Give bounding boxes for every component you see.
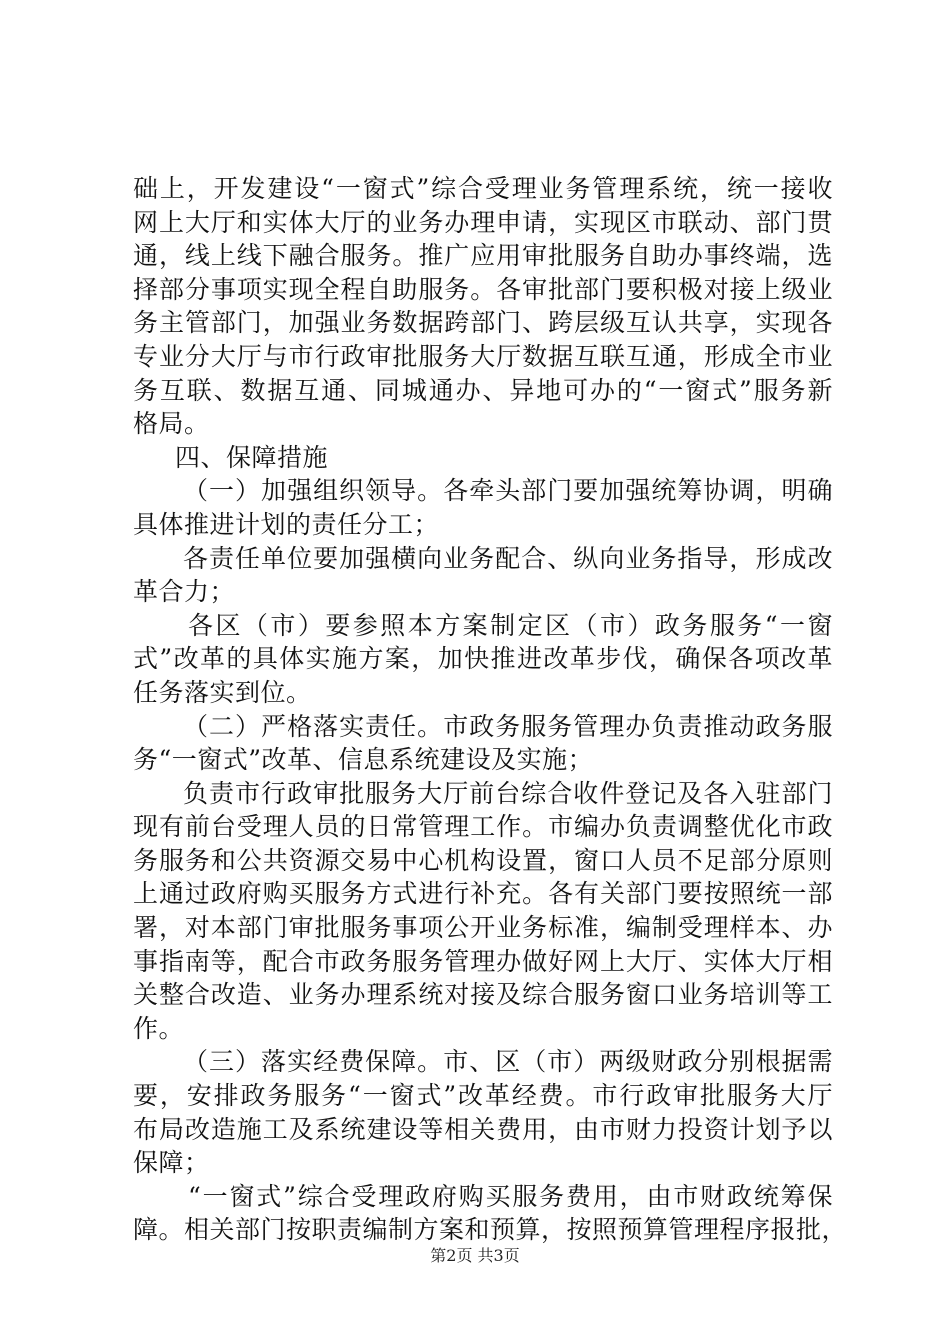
- document-body: [133, 172, 848, 1247]
- text-line: 现有前台受理人员的日常管理工作。市编办负责调整优化市政: [133, 812, 833, 842]
- text-line: 务“一窗式”改革、信息系统建设及实施；: [133, 745, 594, 775]
- page-number-footer: 第2页 共3页: [430, 1246, 520, 1265]
- text-line: 择部分事项实现全程自助服务。各审批部门要积极对接上级业: [133, 274, 833, 304]
- text-line: 障。相关部门按职责编制方案和预算，按照预算管理程序报批，: [133, 1215, 848, 1245]
- text-line: 专业分大厅与市行政审批服务大厅数据互联互通，形成全市业: [133, 341, 833, 371]
- text-line: 任务落实到位。: [133, 677, 312, 707]
- text-line: 保障；: [133, 1148, 210, 1178]
- text-line: 具体推进计划的责任分工；: [133, 509, 440, 539]
- text-line: 各区（市）要参照本方案制定区（市）政务服务“一窗: [188, 610, 833, 640]
- text-line: （一）加强组织领导。各牵头部门要加强统筹协调，明确: [183, 476, 833, 506]
- text-line: 务互联、数据互通、同城通办、异地可办的“一窗式”服务新: [133, 375, 833, 405]
- text-line: （三）落实经费保障。市、区（市）两级财政分别根据需: [183, 1047, 833, 1077]
- text-line: 上通过政府购买服务方式进行补充。各有关部门要按照统一部: [133, 879, 833, 909]
- section-heading: 四、保障措施: [175, 442, 329, 472]
- text-line: 务服务和公共资源交易中心机构设置，窗口人员不足部分原则: [133, 845, 833, 875]
- text-line: 关整合改造、业务办理系统对接及综合服务窗口业务培训等工: [133, 980, 833, 1010]
- text-line: “一窗式”综合受理政府购买服务费用，由市财政统筹保: [188, 1181, 833, 1211]
- text-line: 式”改革的具体实施方案，加快推进改革步伐，确保各项改革: [133, 644, 833, 674]
- text-line: 布局改造施工及系统建设等相关费用，由市财力投资计划予以: [133, 1114, 833, 1144]
- text-line: 事指南等，配合市政务服务管理办做好网上大厅、实体大厅相: [133, 946, 833, 976]
- text-line: 通，线上线下融合服务。推广应用审批服务自助办事终端，选: [133, 241, 833, 271]
- text-line: 础上，开发建设“一窗式”综合受理业务管理系统，统一接收: [133, 174, 833, 203]
- text-line: 署，对本部门审批服务事项公开业务标准，编制受理样本、办: [133, 913, 833, 943]
- text-line: 务主管部门，加强业务数据跨部门、跨层级互认共享，实现各: [133, 308, 833, 338]
- text-line: 各责任单位要加强横向业务配合、纵向业务指导，形成改: [183, 543, 833, 573]
- text-line: （二）严格落实责任。市政务服务管理办负责推动政务服: [183, 711, 833, 741]
- text-line: 作。: [133, 1013, 185, 1043]
- text-line: 负责市行政审批服务大厅前台综合收件登记及各入驻部门: [183, 778, 833, 808]
- text-line: 格局。: [133, 409, 210, 439]
- text-line: 革合力；: [133, 577, 236, 607]
- text-line: 网上大厅和实体大厅的业务办理申请，实现区市联动、部门贯: [133, 207, 833, 237]
- text-line: 要，安排政务服务“一窗式”改革经费。市行政审批服务大厅: [133, 1081, 833, 1111]
